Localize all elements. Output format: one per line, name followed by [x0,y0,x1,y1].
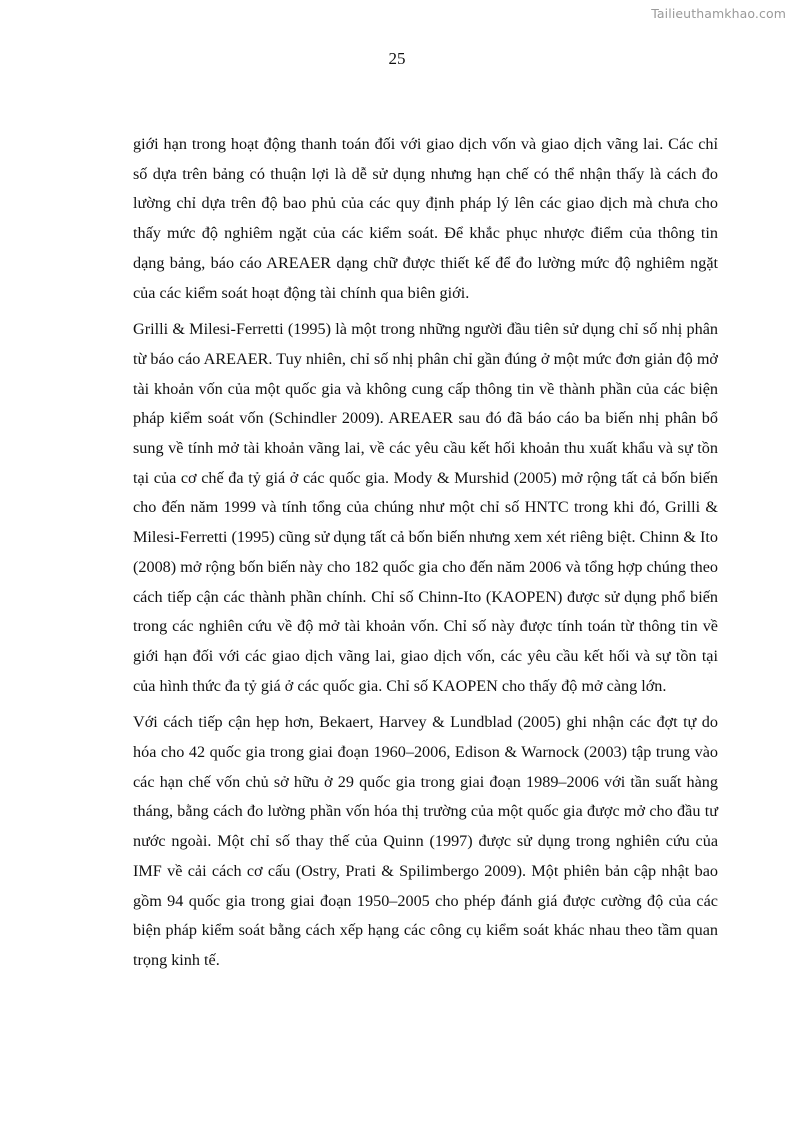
paragraph-1: giới hạn trong hoạt động thanh toán đối với giao dịch vốn và giao dịch vãng lai. Các chỉ số dựa trên bảng có thuận lợi là dễ sử dụng nhưng hạn chế có thể nhận thấy là cách đo lường chỉ dựa trên độ bao phủ của các quy định pháp lý lên các giao dịch mà chưa cho thấy mức độ nghiêm ngặt của các kiểm soát. Để khắc phục nhược điểm của thông tin dạng bảng, báo cáo AREAER dạng chữ được thiết kế để đo lường mức độ nghiêm ngặt của các kiểm soát hoạt động tài chính qua biên giới. [133,135,718,302]
watermark: Tailieuthamkhao.com [651,6,786,21]
page-number: 25 [388,49,406,68]
paragraph-2: Grilli & Milesi-Ferretti (1995) là một trong những người đầu tiên sử dụng chỉ số nhị phân từ báo cáo AREAER. Tuy nhiên, chỉ số nhị phân chỉ gần đúng ở một mức đơn giản độ mở tài khoản vốn của một quốc gia và không cung cấp thông tin về thành phần của các biện pháp kiểm soát vốn (Schindler 2009). AREAER sau đó đã báo cáo ba biến nhị phân bổ sung về tính mở tài khoản vãng lai, về các yêu cầu kết hối khoản thu xuất khẩu và sự tồn tại của cơ chế đa tỷ giá ở các quốc gia. Mody & Murshid (2005) mở rộng tất cả bốn biến cho đến năm 1999 và tính tổng của chúng như một chỉ số HNTC trong khi đó, Grilli & Milesi-Ferretti (1995) cũng sử dụng tất cả bốn biến nhưng xem xét riêng biệt. Chinn & Ito (2008) mở rộng bốn biến này cho 182 quốc gia cho đến năm 2006 và tổng hợp chúng theo cách tiếp cận các thành phần chính. Chỉ số Chinn-Ito (KAOPEN) được sử dụng phổ biến trong các nghiên cứu về độ mở tài khoản vốn. Chỉ số này được tính toán từ thông tin về giới hạn đối với các giao dịch vãng lai, giao dịch vốn, các yêu cầu kết hối và sự tồn tại của hình thức đa tỷ giá ở các quốc gia. Chỉ số KAOPEN cho thấy độ mở càng lớn. [133,320,718,695]
paragraph-3: Với cách tiếp cận hẹp hơn, Bekaert, Harvey & Lundblad (2005) ghi nhận các đợt tự do hóa cho 42 quốc gia trong giai đoạn 1960–2006, Edison & Warnock (2003) tập trung vào các hạn chế vốn chủ sở hữu ở 29 quốc gia trong giai đoạn 1989–2006 với tần suất hàng tháng, bằng cách đo lường phần vốn hóa thị trường của một quốc gia được mở cho đầu tư nước ngoài. Một chỉ số thay thế của Quinn (1997) được sử dụng trong nghiên cứu của IMF về cải cách cơ cấu (Ostry, Prati & Spilimbergo 2009). Một phiên bản cập nhật bao gồm 94 quốc gia trong giai đoạn 1950–2005 cho phép đánh giá được cường độ của các biện pháp kiểm soát bằng cách xếp hạng các công cụ kiểm soát khác nhau theo tầm quan trọng kinh tế. [133,713,718,969]
document-body [133,130,718,983]
